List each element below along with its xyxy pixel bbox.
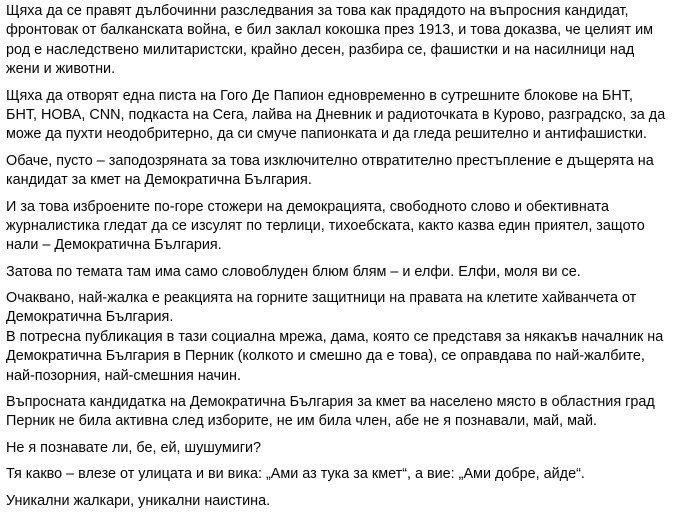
paragraph-line: В потресна публикация в тази социална мрежа, дама, която се представя за някакъв началник на [6, 328, 664, 345]
post-paragraph [6, 152, 682, 191]
paragraph-line: Затова по темата там има само словоблуден блюм блям – и елфи. Елфи, моля ви се. [6, 263, 581, 280]
paragraph-line: може да пухти неодобритерно, да си смуче папионката и да гледа решително и антифашистки. [6, 126, 647, 143]
post-paragraph [6, 465, 682, 484]
post-paragraph [6, 492, 682, 511]
paragraph-line: Щяха да отворят една писта на Гого Де Папион едновременно в сутрешните блокове на БНТ, [6, 87, 633, 104]
paragraph-line: Щяха да се правят дълбочинни разследвания за това как прадядото на въпросния кандидат, [6, 3, 629, 19]
paragraph-line: Очаквано, най-жалка е реакцията на горните защитници на правата на клетите хайванчета от [6, 290, 637, 307]
post-body [6, 2, 682, 518]
paragraph-line: БНТ, НОВА, CNN, подкаста на Сега, лайва на Дневник и радиоточката в Курово, разградско, за да [6, 106, 666, 123]
paragraph-line: Въпросната кандидатка на Демократична България за кмет ва населено място в областния град [6, 394, 655, 411]
paragraph-line: Обаче, пусто – заподозряната за това изключително отвратително престъпление е дъщерята на [6, 152, 654, 169]
paragraph-line: Демократична България в Перник (колкото и смешно да е това), се оправдава по най-жалбите, [6, 348, 645, 365]
paragraph-line: нали – Демократична България. [6, 237, 222, 254]
paragraph-line: журналистика гледат да се изсулят по терлици, тихоебската, както казва един приятел, защото [6, 217, 645, 234]
paragraph-line: най-позорния, най-смешния начин. [6, 367, 241, 384]
paragraph-line: род е наследствено милитаристски, крайно десен, разбира се, фашистки и на насилници над [6, 41, 635, 58]
post-paragraph [6, 439, 682, 458]
post-paragraph [6, 289, 682, 386]
post-paragraph [6, 87, 682, 145]
paragraph-line: жени и животни. [6, 61, 116, 78]
paragraph-line: кандидат за кмет на Демократична България. [6, 172, 312, 189]
post-paragraph [6, 198, 682, 256]
paragraph-line: Уникални жалкари, уникални наистина. [6, 492, 271, 509]
post-paragraph [6, 263, 682, 282]
paragraph-line: Демократична България. [6, 309, 174, 326]
paragraph-line: Перник не била активна след изборите, не им била член, абе не я познавали, май, май. [6, 413, 597, 430]
post-paragraph [6, 2, 682, 80]
paragraph-line: фронтовак от балканската война, е бил заклал кокошка през 1913, и това доказва, че целият им [6, 22, 654, 39]
paragraph-line: Не я познавате ли, бе, ей, шушумиги? [6, 439, 262, 456]
paragraph-line: И за това изброените по-горе стожери на демокрацията, свободното слово и обективната [6, 198, 609, 215]
post-paragraph [6, 393, 682, 432]
paragraph-line: Тя какво – влезе от улицата и ви вика: „Ами аз тука за кмет“, а вие: „Ами добре, айде“. [6, 466, 585, 483]
